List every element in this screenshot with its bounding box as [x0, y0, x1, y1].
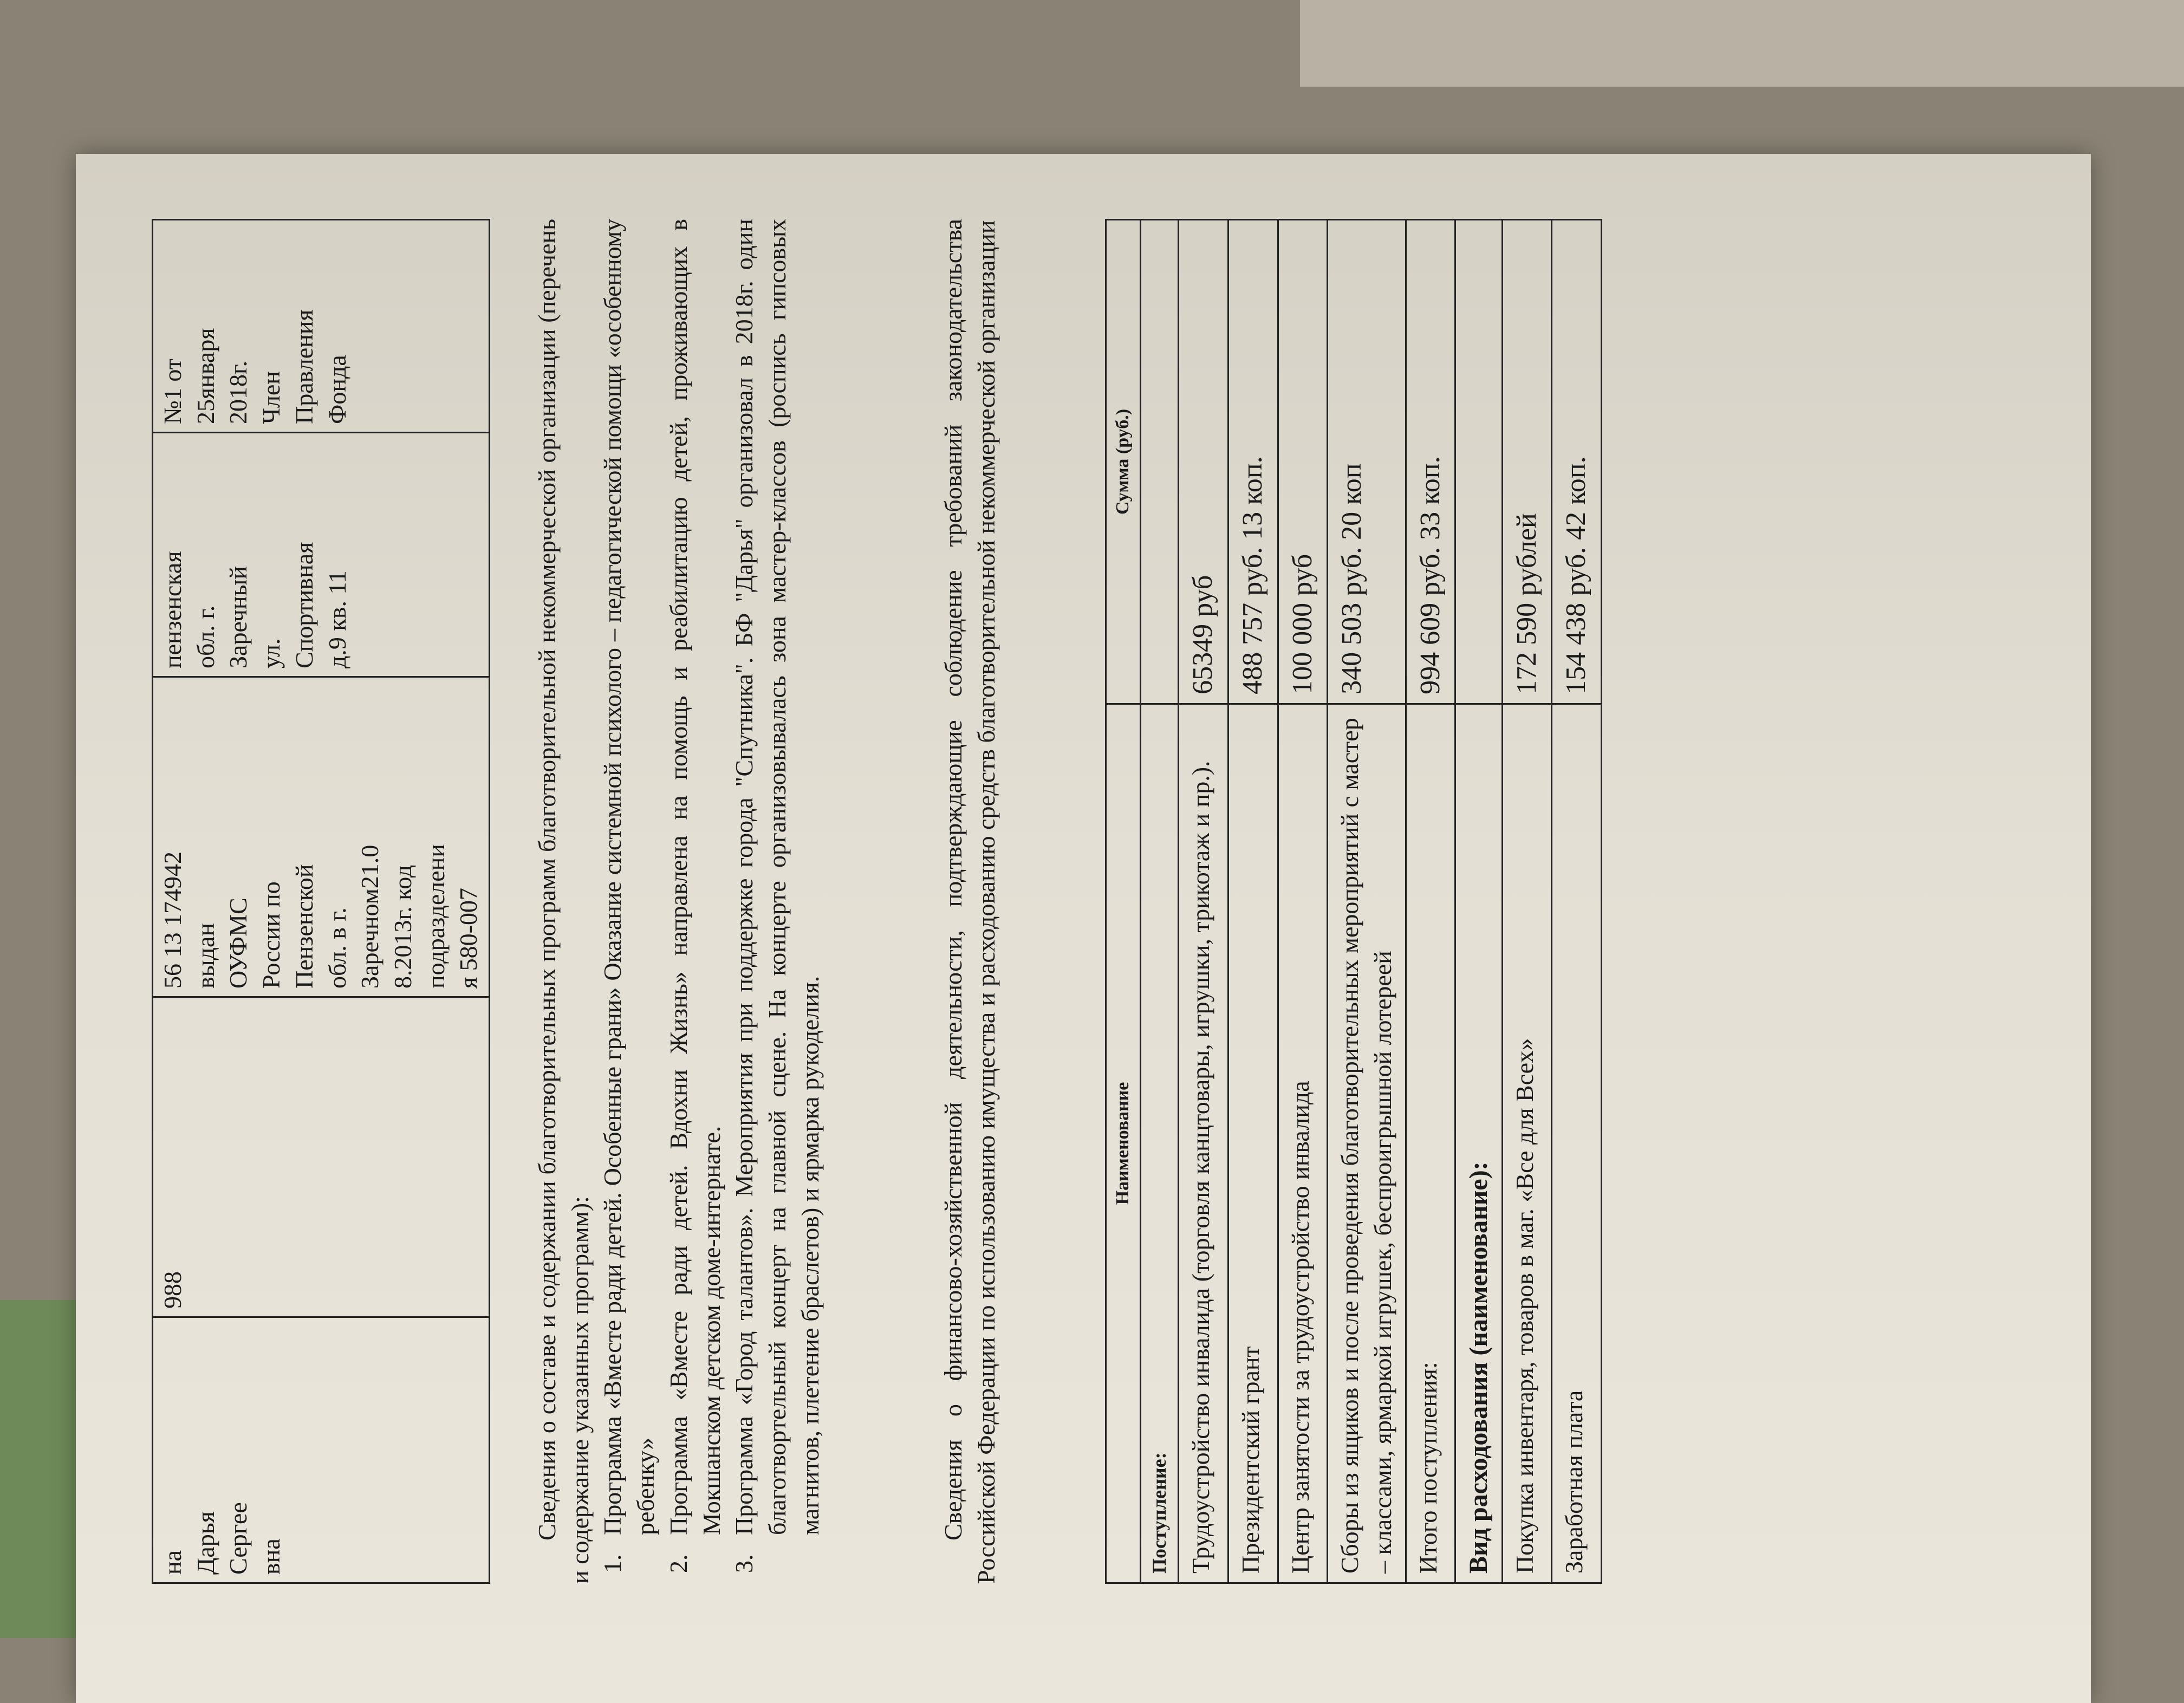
- row-name: Центр занятости за трудоустройство инвалида: [1278, 704, 1328, 1583]
- programs-list: [596, 219, 827, 1584]
- cell-line: 988: [159, 1271, 186, 1309]
- row-sum: 994 609 руб. 33 коп.: [1406, 220, 1455, 704]
- income-sum-empty: [1140, 220, 1179, 704]
- finance-section: [937, 219, 1003, 1584]
- cell-line: 2018г.: [224, 360, 252, 424]
- header-name: Наименование: [1106, 704, 1141, 1583]
- requisites-passport-cell: [153, 677, 490, 997]
- table-row: [1228, 220, 1278, 1583]
- cell-line: обл. в г.: [323, 907, 351, 989]
- expense-sum-empty: [1455, 220, 1502, 704]
- program-item: [728, 219, 827, 1584]
- cell-line: выдан: [191, 922, 219, 989]
- programs-section: [531, 219, 827, 1584]
- program-number: 2.: [664, 1554, 692, 1573]
- program-number: 1.: [599, 1554, 627, 1573]
- table-row: [1179, 220, 1228, 1583]
- requisites-number-cell: [153, 997, 490, 1317]
- row-sum: 65349 руб: [1179, 220, 1228, 704]
- requisites-address-cell: [153, 433, 490, 677]
- row-name: Сборы из ящиков и после проведения благотворительных мероприятий с мастер – классами, ярмаркой игрушек, беспроигрышной лотереей: [1328, 704, 1406, 1583]
- row-sum: 488 757 руб. 13 коп.: [1228, 220, 1278, 704]
- cell-line: обл. г.: [191, 605, 219, 668]
- cell-line: 8.2013г. код: [389, 864, 417, 989]
- table-row: [1406, 220, 1455, 1583]
- table-row: [1278, 220, 1328, 1583]
- row-sum: 154 438 руб. 42 коп.: [1552, 220, 1602, 704]
- cell-line: ул.: [257, 638, 285, 668]
- cell-line: Член: [257, 371, 285, 424]
- finance-intro: Сведения о финансово-хозяйственной деятельности, подтверждающие соблюдение требований законодательства Российской Федерации по использованию имущества и расходованию средств благотворительной некоммерческой организации: [939, 219, 1000, 1584]
- cell-line: 56 13 174942: [159, 851, 186, 989]
- row-sum: 100 000 руб: [1278, 220, 1328, 704]
- row-sum: 172 590 рублей: [1502, 220, 1552, 704]
- row-sum: 340 503 руб. 20 коп: [1328, 220, 1406, 704]
- cell-line: России по: [257, 881, 285, 989]
- programs-intro: Сведения о составе и содержании благотворительных программ благотворительной некоммерческой организации (перечень и содержание указанных программ):: [533, 219, 594, 1584]
- table-row: [1552, 220, 1602, 1583]
- cell-line: Заречный: [224, 566, 252, 668]
- table-row: [1502, 220, 1552, 1583]
- program-item: [662, 219, 728, 1584]
- cell-line: д.9 кв. 11: [323, 570, 351, 668]
- program-item: [596, 219, 662, 1584]
- cell-line: №1 от: [159, 359, 186, 424]
- cell-line: Сергее: [224, 1502, 252, 1575]
- header-sum: Сумма (руб.): [1106, 220, 1141, 704]
- cell-line: подразделени: [421, 844, 450, 989]
- row-name: Итого поступления:: [1406, 704, 1455, 1583]
- finance-table: [1105, 219, 1602, 1584]
- row-name: Покупка инвентаря, товаров в маг. «Все для Всех»: [1502, 704, 1552, 1583]
- expense-header-row: [1455, 220, 1502, 1583]
- cell-line: Фонда: [323, 355, 351, 424]
- program-text: Программа «Город талантов». Мероприятия при поддержке города "Спутника". БФ "Дарья" организовал в 2018г. один благотвортельный концерт на главной сцене. На концерте организовывалась зона мастер-классов (роспись гипсовых магнитов, плетение браслетов) и ярмарка рукоделия.: [730, 219, 824, 1535]
- program-number: 3.: [730, 1554, 758, 1573]
- cell-line: 25января: [191, 328, 219, 424]
- cell-line: пензенская: [159, 551, 186, 668]
- background-top: [1300, 0, 2184, 87]
- page-content: [152, 219, 1993, 1584]
- document-page: [76, 154, 2091, 1703]
- cell-line: Спортивная: [290, 542, 318, 668]
- cell-line: Пензенской: [290, 864, 318, 989]
- cell-line: ОУФМС: [224, 898, 252, 989]
- program-text: Программа «Вместе ради детей. Особенные грани» Оказание системной психолого – педагогической помощи «особенному ребенку»: [599, 219, 660, 1535]
- cell-line: я 580-007: [454, 888, 483, 989]
- row-name: Трудоустройство инвалида (торговля канцтовары, игрушки, трикотаж и пр.).: [1179, 704, 1228, 1583]
- requisites-role-cell: [153, 220, 490, 433]
- row-name: Президентский грант: [1228, 704, 1278, 1583]
- requisites-table: [152, 219, 490, 1584]
- cell-line: Заречном21.0: [356, 844, 384, 989]
- cell-line: на: [159, 1550, 186, 1575]
- row-name: Заработная плата: [1552, 704, 1602, 1583]
- table-row: [1328, 220, 1406, 1583]
- cell-line: вна: [257, 1538, 285, 1575]
- program-text: Программа «Вместе ради детей. Вдохни Жизнь» направлена на помощь и реабилитацию детей, проживающих в Мокшанском детском доме-интернате.: [664, 219, 725, 1535]
- cell-line: Дарья: [191, 1511, 219, 1575]
- cell-line: Правления: [290, 309, 318, 424]
- requisites-name-cell: [153, 1317, 490, 1583]
- income-label: Поступление:: [1140, 704, 1179, 1583]
- expense-label: Вид расходования (наименование):: [1455, 704, 1502, 1583]
